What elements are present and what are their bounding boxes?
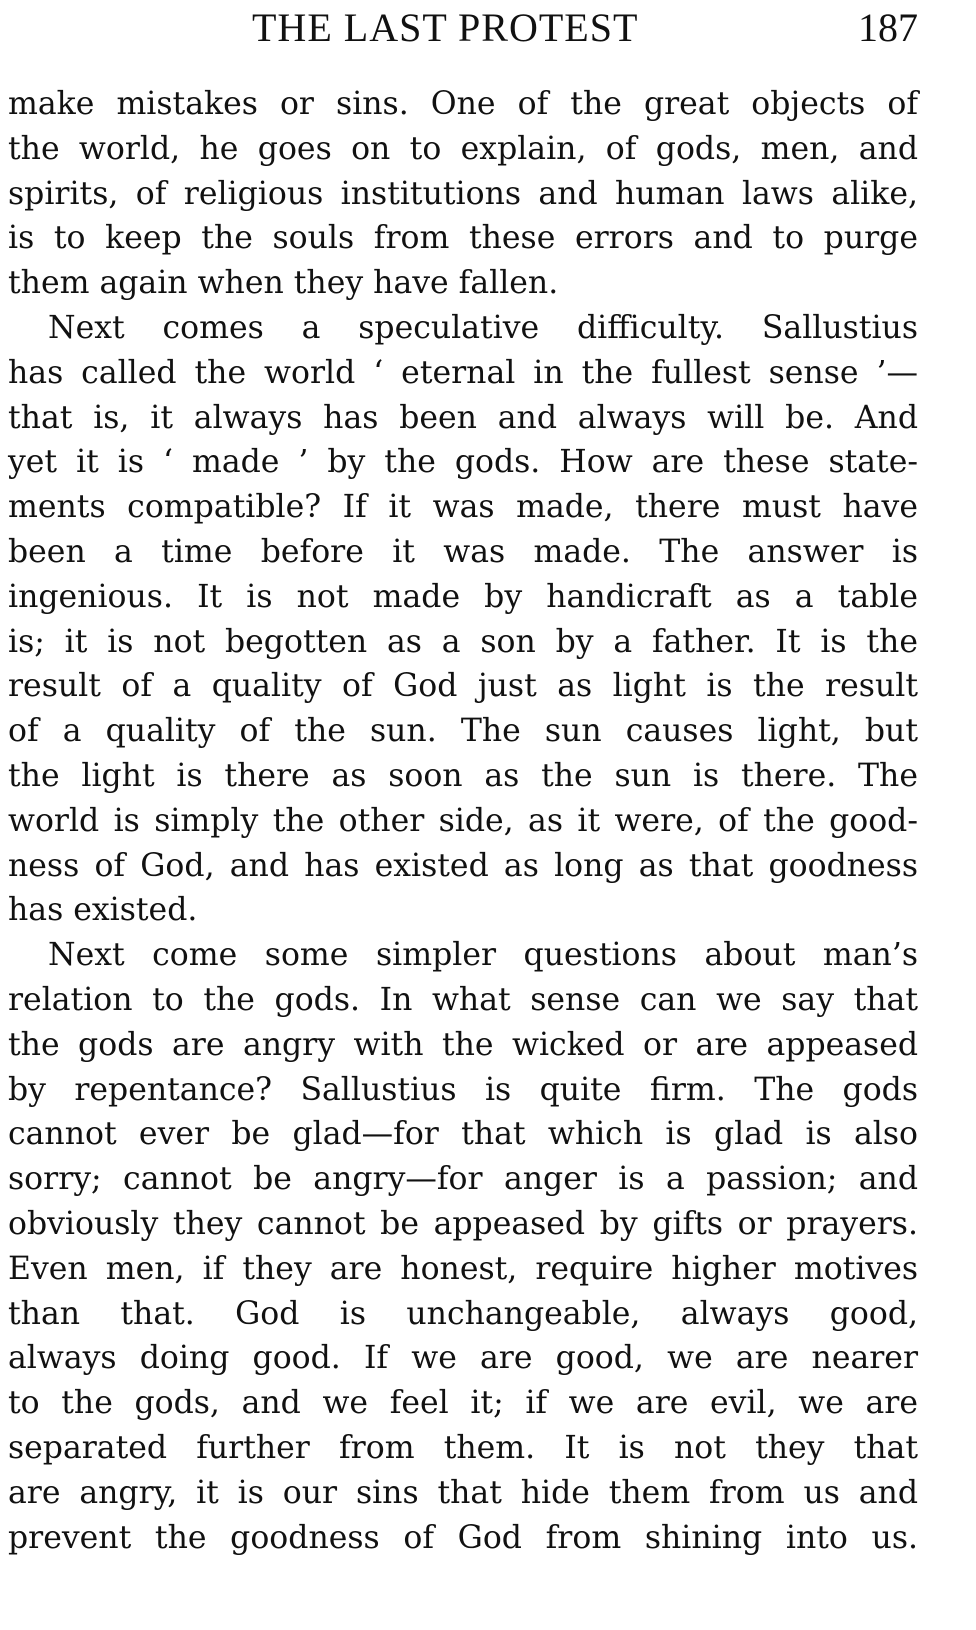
text-line: result of a quality of God just as light is the result (8, 668, 918, 705)
text-line: Even men, if they are honest, require higher motives (8, 1250, 918, 1287)
text-line: ingenious. It is not made by handicraft as a table (8, 578, 918, 615)
text-line: Next come some simpler questions about man’s (48, 937, 918, 974)
text-line: is; it is not begotten as a son by a father. It is the (8, 623, 918, 660)
text-line: ments compatible? If it was made, there must have (8, 489, 918, 526)
text-line: than that. God is unchangeable, always good, (8, 1295, 918, 1332)
text-line: has called the world ‘ eternal in the fullest sense ’— (8, 354, 918, 391)
text-line: sorry; cannot be angry—for anger is a passion; and (8, 1161, 918, 1198)
text-line: the light is there as soon as the sun is there. The (8, 757, 918, 794)
text-line: always doing good. If we are good, we are nearer (8, 1340, 918, 1377)
running-title: THE LAST PROTEST (252, 5, 639, 50)
running-head (0, 4, 976, 60)
text-line: that is, it always has been and always will be. And (8, 399, 918, 436)
text-line: is to keep the souls from these errors and to purge (8, 220, 918, 257)
text-line: them again when they have fallen. (8, 265, 559, 302)
text-line: the world, he goes on to explain, of gods, men, and (8, 130, 918, 167)
text-line: been a time before it was made. The answer is (8, 533, 918, 570)
text-line: the gods are angry with the wicked or are appeased (8, 1026, 918, 1063)
text-line: separated further from them. It is not they that (8, 1429, 918, 1466)
text-line: obviously they cannot be appeased by gifts or prayers. (8, 1205, 918, 1242)
text-line: are angry, it is our sins that hide them from us and (8, 1474, 918, 1511)
text-line: cannot ever be glad—for that which is glad is also (8, 1116, 918, 1153)
text-line: to the gods, and we feel it; if we are evil, we are (8, 1385, 918, 1422)
text-line: yet it is ‘ made ’ by the gods. How are these state- (8, 444, 918, 481)
page-number: 187 (858, 5, 918, 50)
text-line: has existed. (8, 892, 198, 929)
text-line: world is simply the other side, as it were, of the good- (8, 802, 918, 839)
body-text (8, 82, 918, 1560)
text-line: of a quality of the sun. The sun causes light, but (8, 713, 918, 750)
text-line: spirits, of religious institutions and human laws alike, (8, 175, 918, 212)
text-line: Next comes a speculative difficulty. Sallustius (48, 309, 918, 346)
text-line: by repentance? Sallustius is quite firm. The gods (8, 1071, 918, 1108)
text-line: relation to the gods. In what sense can we say that (8, 981, 918, 1018)
text-line: ness of God, and has existed as long as that goodness (8, 847, 918, 884)
text-line: prevent the goodness of God from shining into us. (8, 1519, 918, 1556)
text-line: make mistakes or sins. One of the great objects of (8, 86, 918, 122)
